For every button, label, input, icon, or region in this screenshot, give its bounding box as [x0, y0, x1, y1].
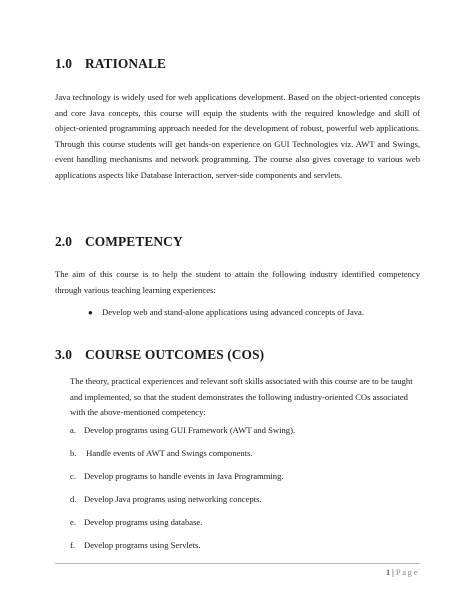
page-label: Page	[395, 567, 419, 577]
section-heading-competency	[55, 234, 183, 250]
rationale-paragraph: Java technology is widely used for web applications development. Based on the object-oriented concepts and core Java concepts, this course will equip the students with the required knowledge and skill of object-oriented programming approach needed for the development of robust, powerful web applications. Through this course students will get hands-on experience on GUI Technologies viz. AWT and Swings, event handling mechanisms and network programming. The course also gives coverage to various web applications aspects like Database Interaction, server-side components and servlets.	[55, 92, 420, 180]
outcome-item-d	[70, 493, 262, 505]
competency-bullet-item	[88, 306, 364, 319]
outcome-letter: e.	[70, 517, 76, 527]
outcome-letter: a.	[70, 425, 76, 435]
outcome-item-f	[70, 539, 200, 551]
outcomes-intro-paragraph: The theory, practical experiences and relevant soft skills associated with this course are to be taught and implemented, so that the student demonstrates the following industry-oriented COs associated with the above-mentioned competency:	[70, 376, 413, 418]
section-number: 2.0	[55, 234, 73, 249]
page-number: 1	[385, 567, 391, 577]
outcome-text: Handle events of AWT and Swings components.	[84, 448, 253, 458]
outcome-letter: f.	[70, 540, 76, 550]
section-title: COURSE OUTCOMES (COS)	[85, 347, 265, 362]
outcome-text: Develop programs using Servlets.	[84, 540, 201, 550]
outcome-text: Develop programs using database.	[84, 517, 203, 527]
outcome-text: Develop programs to handle events in Java Programming.	[84, 471, 284, 481]
page-footer	[386, 567, 419, 577]
outcome-letter: c.	[70, 471, 76, 481]
section-heading-rationale	[55, 56, 166, 72]
competency-paragraph: The aim of this course is to help the student to attain the following industry identified competency through various teaching learning experiences:	[55, 269, 420, 295]
outcome-item-c	[70, 470, 284, 482]
section-title: RATIONALE	[85, 56, 167, 71]
section-number: 3.0	[55, 347, 73, 362]
outcome-item-a	[70, 424, 295, 436]
bullet-text: Develop web and stand-alone applications using advanced concepts of Java.	[102, 307, 365, 317]
section-number: 1.0	[55, 56, 73, 71]
outcome-letter: d.	[70, 494, 77, 504]
outcome-item-e	[70, 516, 202, 528]
footer-divider	[55, 563, 420, 564]
outcome-letter: b.	[70, 448, 77, 458]
outcome-item-b	[70, 447, 253, 459]
footer-separator: |	[392, 567, 394, 577]
outcome-text: Develop programs using GUI Framework (AWT and Swing).	[84, 425, 296, 435]
section-heading-outcomes	[55, 347, 264, 363]
bullet-icon: ●	[88, 308, 93, 317]
section-title: COMPETENCY	[85, 234, 183, 249]
outcome-text: Develop Java programs using networking concepts.	[84, 494, 262, 504]
